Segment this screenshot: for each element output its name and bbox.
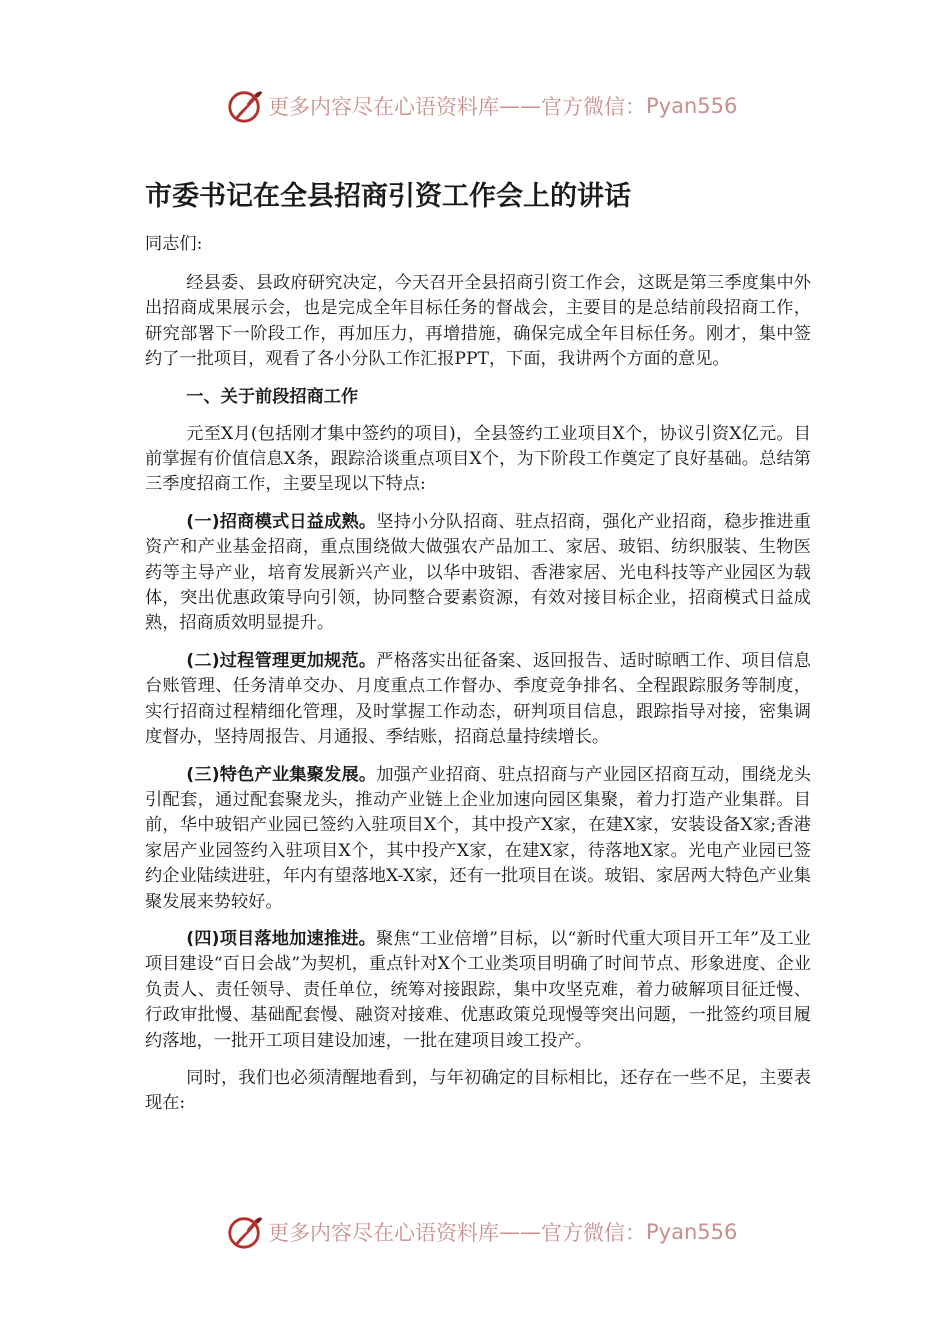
point-text-3: 加强产业招商、驻点招商与产业园区招商互动，围绕龙头引配套，通过配套聚龙头，推动产业链上企业加速向园区集聚，着力打造产业集群。目前，华中玻铝产业园已签约入驻项目X个，其中投产X家，在建X家，安装设备X家;香港家居产业园签约入驻项目X个，其中投产X家，在建X家，待落地X家。光电产业园已签约企业陆续进驻，年内有望落地X-X家，还有一批项目在谈。玻铝、家居两大特色产业集聚发展来势较好。 — [145, 764, 811, 912]
point-text-4: 聚焦“工业倍增”目标，以“新时代重大项目开工年”及工业项目建设“百日会战”为契机，重点针对X个工业类项目明确了时间节点、形象进度、企业负责人、责任领导、责任单位，统筹对接跟踪，集中攻坚克难，着力破解项目征迁慢、行政审批慢、基础配套慢、融资对接难、优惠政策兑现慢等突出问题，一批签约项目履约落地，一批开工项目建设加速，一批在建项目竣工投产。 — [145, 928, 811, 1051]
watermark-wechat-label: 官方微信： — [541, 1221, 646, 1245]
point-text-2: 严格落实出征备案、返回报告、适时晾晒工作、项目信息台账管理、任务清单交办、月度重点工作督办、季度竞争排名、全程跟踪服务等制度，实行招商过程精细化管理，及时掌握工作动态，研判项目信息，跟踪指导对接，密集调度督办，坚持周报告、月通报、季结账，招商总量持续增长。 — [145, 650, 811, 748]
document-title: 市委书记在全县招商引资工作会上的讲话 — [145, 181, 631, 212]
watermark-wechat-id: Pyan556 — [646, 1220, 738, 1244]
point-paragraph-2 — [145, 649, 811, 751]
closing-paragraph: 同时，我们也必须清醒地看到，与年初确定的目标相比，还存在一些不足，主要表现在: — [145, 1067, 811, 1114]
watermark-main-text: 更多内容尽在心语资料库 — [268, 1221, 499, 1245]
point-paragraph-4 — [145, 927, 811, 1054]
point-paragraph-1 — [145, 510, 811, 637]
intro-paragraph: 经县委、县政府研究决定，今天召开全县招商引资工作会，这既是第三季度集中外出招商成果展示会，也是完成全年目标任务的督战会，主要目的是总结前段招商工作，研究部署下一阶段工作，再加压力，再增措施，确保完成全年目标任务。刚才，集中签约了一批项目，观看了各小分队工作汇报PPT，下面，我讲两个方面的意见。 — [145, 273, 811, 370]
watermark-wechat-label: 官方微信： — [541, 95, 646, 119]
watermark-main-text: 更多内容尽在心语资料库 — [268, 95, 499, 119]
watermark-separator: —— — [499, 1220, 541, 1244]
point-lead-4: (四)项目落地加速推进。 — [186, 928, 376, 949]
watermark-separator: —— — [499, 94, 541, 118]
point-lead-2: (二)过程管理更加规范。 — [186, 650, 377, 671]
quill-pen-logo-icon — [226, 1213, 264, 1251]
greeting: 同志们: — [145, 234, 203, 254]
section1-intro-paragraph: 元至X月(包括刚才集中签约的项目)，全县签约工业项目X个，协议引资X亿元。目前掌握有价值信息X条，跟踪洽谈重点项目X个，为下阶段工作奠定了良好基础。总结第三季度招商工作，主要呈现以下特点: — [145, 423, 811, 495]
section-heading-1: 一、关于前段招商工作 — [186, 386, 359, 407]
point-lead-3: (三)特色产业集聚发展。 — [186, 764, 377, 785]
quill-pen-logo-icon — [226, 87, 264, 125]
watermark-banner-bottom — [226, 1212, 737, 1252]
point-paragraph-3 — [145, 763, 811, 915]
document-body — [145, 178, 811, 1129]
point-text-1: 坚持小分队招商、驻点招商，强化产业招商，稳步推进重资产和产业基金招商，重点围绕做大做强农产品加工、家居、玻铝、纺织服装、生物医药等主导产业，培育发展新兴产业，以华中玻铝、香港家居、光电科技等产业园区为载体，突出优惠政策导向引领，协同整合要素资源，有效对接目标企业，招商模式日益成熟，招商质效明显提升。 — [145, 511, 811, 634]
watermark-banner-top — [226, 86, 737, 126]
watermark-wechat-id: Pyan556 — [646, 94, 738, 118]
point-lead-1: (一)招商模式日益成熟。 — [186, 511, 377, 532]
